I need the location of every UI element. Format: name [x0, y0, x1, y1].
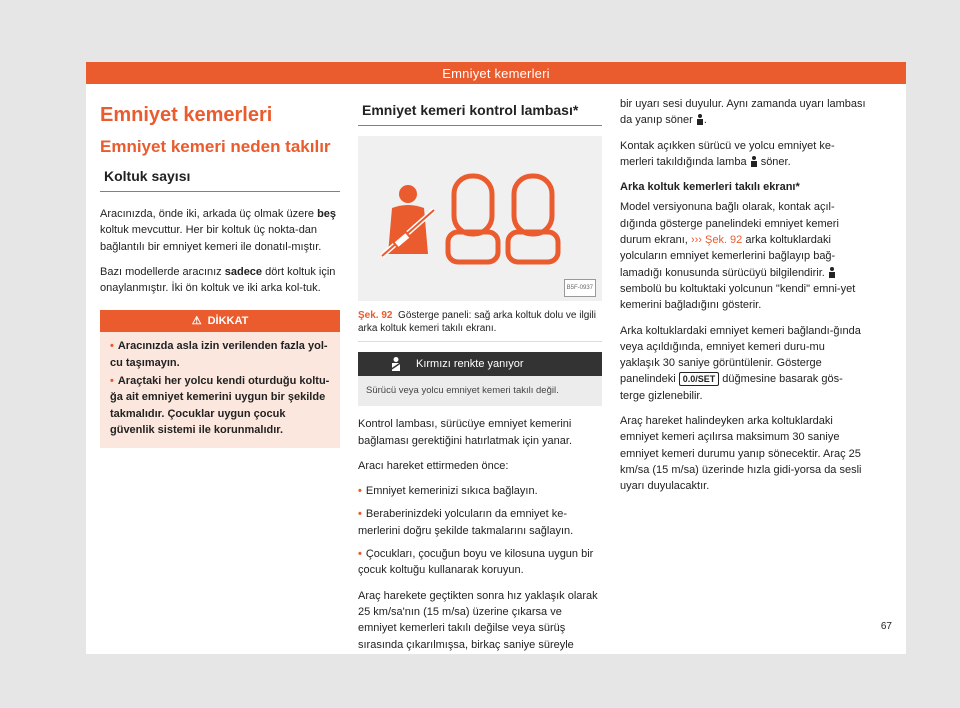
- control-lamp-heading: Emniyet kemeri kontrol lambası*: [358, 98, 602, 126]
- seat-icon: [448, 176, 498, 262]
- section-title: Emniyet kemeri neden takılır: [100, 137, 331, 156]
- alert-description: Sürücü veya yolcu emniyet kemeri takılı değil.: [358, 376, 602, 406]
- seatbelt-small-icon: [828, 267, 836, 278]
- seat-approval-paragraph: Bazı modellerde aracınız sadece dört koltuk için onaylanmıştır. İki ön koltuk ve iki arka kol-tuk.: [100, 265, 336, 295]
- speed-warning-paragraph: Araç harekete geçtikten sonra hız yaklaşık olarak 25 km/sa'nın (15 m/sa) üzerine çıkarsa ve emniyet kemerleri takılı değilse veya sürüş sırasında çıkarılmışsa, birkaç saniye süreyle: [358, 589, 598, 651]
- warning-item: • Aracınızda asla izin verilenden fazla yol-cu taşımayın.: [110, 340, 328, 369]
- rear-belt-paragraph: Model versiyonuna bağlı olarak, kontak açıl-dığında gösterge panelindeki emniyet kemeri durum ekranı, ››› Şek. 92 arka koltuklardaki yolcuların emniyet kemerlerini bağlayıp bağ-lamadığı konusunda sürücüyü bilgilendirir. sembolü bu koltuktaki yolcunun "kendi" emni-yet kemerini bağladığını gösterir.: [620, 201, 856, 312]
- seat-count-paragraph: Aracınızda, önde iki, arkada üç olmak üzere beş koltuk mevcuttur. Her bir koltuk üç nokta-dan bağlantılı bir emniyet kemeri ile donatıl-mıştır.: [100, 208, 337, 253]
- warning-sound-paragraph: bir uyarı sesi duyulur. Aynı zamanda uyarı lambası da yanıp söner .: [620, 98, 866, 127]
- instruction-item: • Çocukları, çocuğun boyu ve kilosuna uygun bir çocuk koltuğu kullanarak koruyun.: [358, 548, 594, 577]
- warning-item: • Araçtaki her yolcu kendi oturduğu koltu-ğa ait emniyet kemerini uygun bir şekilde takmalıdır. Çocuklar uygun çocuk güvenlik sistemi ile korunmalıdır.: [110, 375, 330, 436]
- warning-triangle-icon: ⚠: [191, 315, 202, 328]
- seatbelt-display-illustration: [358, 136, 602, 301]
- lamp-off-paragraph: Kontak açıkken sürücü ve yolcu emniyet ke-merleri takıldığında lamba söner.: [620, 139, 835, 168]
- page-number: 67: [880, 621, 892, 632]
- left-column: [100, 98, 340, 448]
- middle-column: [358, 98, 602, 662]
- lamp-paragraph: Kontrol lambası, sürücüye emniyet kemerini bağlaması gerektiğini hatırlatmak için yanar.: [358, 418, 572, 447]
- subsection-heading: Koltuk sayısı: [100, 164, 340, 192]
- instruction-item: • Emniyet kemerinizi sıkıca bağlayın.: [358, 485, 538, 498]
- figure-reference-link[interactable]: ››› Şek. 92: [690, 234, 743, 247]
- warning-header: ⚠ DİKKAT: [100, 310, 340, 332]
- page-title: Emniyet kemerleri: [100, 104, 273, 126]
- seat-icon: [508, 176, 558, 262]
- figure-caption: Şek. 92 Gösterge paneli: sağ arka koltuk dolu ve ilgili arka koltuk kemeri takılı ekranı.: [358, 309, 602, 342]
- dashboard-figure: [358, 136, 602, 301]
- manual-page: [86, 62, 906, 654]
- seatbelt-icon: [382, 185, 434, 256]
- instruction-item: • Beraberinizdeki yolcuların da emniyet ke-merlerini doğru şekilde takmalarını sağlayın.: [358, 508, 574, 537]
- seatbelt-warning-icon: [390, 357, 402, 371]
- rear-belt-heading: Arka koltuk kemerleri takılı ekranı*: [620, 181, 800, 194]
- seatbelt-small-icon: [750, 156, 758, 167]
- before-driving-paragraph: Aracı hareket ettirmeden önce:: [358, 459, 509, 472]
- seatbelt-small-icon: [696, 114, 704, 125]
- set-button-icon: 0.0/SET: [679, 372, 720, 386]
- right-column: [620, 96, 866, 504]
- warning-box: [100, 310, 340, 448]
- flashing-paragraph: Araç hareket halindeyken arka koltuklardaki emniyet kemeri açılırsa maksimum 30 saniye emniyet kemeri durumu yanıp sönecektir. Araç 25 km/sa (15 m/sa) üzerinde hızla gidi-yorsa da sesli uyarı duyulacaktır.: [620, 415, 862, 493]
- chapter-header: Emniyet kemerleri: [86, 62, 906, 84]
- display-duration-paragraph: Arka koltuklardaki emniyet kemeri bağlandı-ğında veya açıldığında, emniyet kemeri duru-mu yaklaşık 30 saniye görüntülenir. Gösterge panelindeki 0.0/SET düğmesine basarak gös-terge gizlenebilir.: [620, 324, 861, 402]
- red-alert-bar: Kırmızı renkte yanıyor: [358, 352, 602, 376]
- figure-code: B5F-0937: [564, 279, 596, 297]
